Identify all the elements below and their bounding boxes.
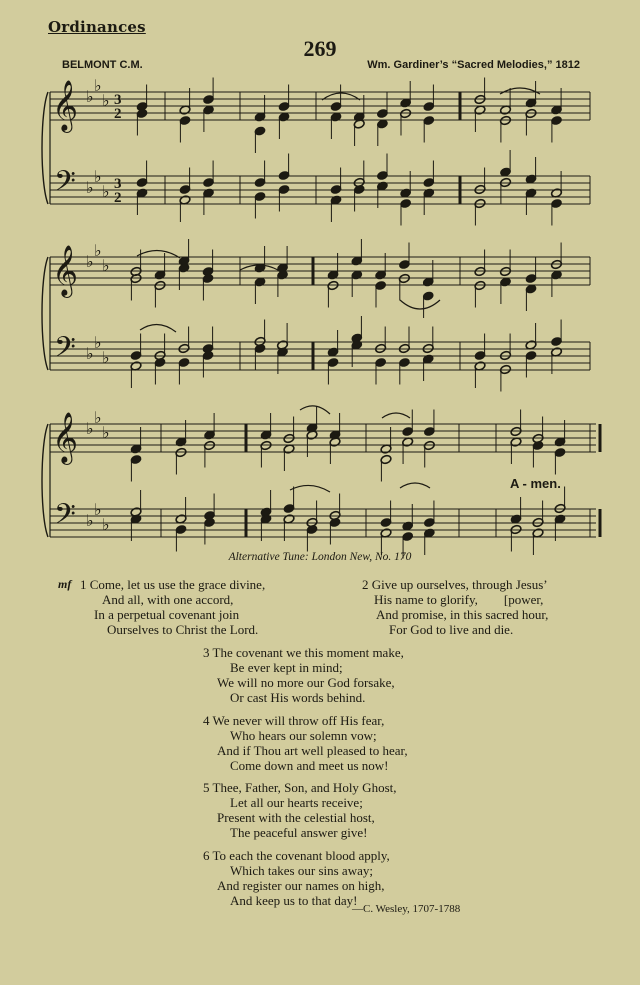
bass-clef-icon: 𝄢 <box>54 331 76 371</box>
flat-sign-icon: ♭ <box>102 348 110 367</box>
stanza-line: And promise, in this sacred hour, <box>376 607 549 622</box>
stanza-line: And register our names on high, <box>217 878 385 893</box>
stanza-line: For God to live and die. <box>389 622 514 637</box>
stanza-line: Ourselves to Christ the Lord. <box>107 622 259 637</box>
slur <box>400 483 430 488</box>
stanza-line: In a perpetual covenant join <box>94 607 240 622</box>
slur <box>300 406 330 414</box>
flat-sign-icon: ♭ <box>94 333 102 352</box>
flat-sign-icon: ♭ <box>94 167 102 186</box>
flat-sign-icon: ♭ <box>86 178 94 197</box>
stanza-4 <box>203 713 408 773</box>
stanza-line: 4 We never will throw off His fear, <box>203 713 385 728</box>
stanza-line: And all, with one accord, <box>102 592 234 607</box>
flat-sign-icon: ♭ <box>86 419 94 438</box>
slur <box>290 485 330 492</box>
flat-sign-icon: ♭ <box>102 91 110 110</box>
stanza-line: And if Thou art well pleased to hear, <box>217 743 408 758</box>
stanza-line: Who hears our solemn vow; <box>230 728 377 743</box>
flat-sign-icon: ♭ <box>102 256 110 275</box>
flat-sign-icon: ♭ <box>102 423 110 442</box>
amen-lyric: A - men. <box>510 476 561 491</box>
system-brace <box>42 424 48 537</box>
stanza-line: Be ever kept in mind; <box>230 660 343 675</box>
hymn-number: 269 <box>303 36 337 61</box>
stanza-line: We will no more our God forsake, <box>217 675 395 690</box>
stanza-line: And keep us to that day! <box>230 893 358 908</box>
flat-sign-icon: ♭ <box>86 252 94 271</box>
stanza-line: 5 Thee, Father, Son, and Holy Ghost, <box>203 780 397 795</box>
bass-clef-icon: 𝄢 <box>54 165 76 205</box>
stanza-line: Present with the celestial host, <box>217 810 375 825</box>
treble-clef-icon: 𝄞 <box>52 412 79 463</box>
stanza-line: The peaceful answer give! <box>230 825 368 840</box>
time-signature-digit: 2 <box>114 190 122 206</box>
flat-sign-icon: ♭ <box>86 344 94 363</box>
stanza-line: Which takes our sins away; <box>230 863 373 878</box>
system-brace <box>42 257 48 370</box>
stanza-1 <box>80 577 265 637</box>
slur <box>500 88 540 94</box>
flat-sign-icon: ♭ <box>94 500 102 519</box>
treble-clef-icon: 𝄞 <box>52 80 79 131</box>
section-heading: Ordinances <box>48 18 146 36</box>
author-attribution: —C. Wesley, 1707-1788 <box>352 903 461 915</box>
stanza-2 <box>362 577 548 637</box>
time-signature-digit: 3 <box>114 176 122 192</box>
stanza-line: 3 The covenant we this moment make, <box>203 645 404 660</box>
slur <box>140 324 176 332</box>
flat-sign-icon: ♭ <box>94 76 102 95</box>
stanza-5 <box>203 780 397 840</box>
tune-name: BELMONT C.M. <box>62 59 143 71</box>
flat-sign-icon: ♭ <box>94 241 102 260</box>
flat-sign-icon: ♭ <box>102 182 110 201</box>
flat-sign-icon: ♭ <box>86 87 94 106</box>
alternative-tune: Alternative Tune: London New, No. 170 <box>228 551 412 563</box>
time-signature-digit: 2 <box>114 106 122 122</box>
flat-sign-icon: ♭ <box>102 515 110 534</box>
stanza-line: 6 To each the covenant blood apply, <box>203 848 390 863</box>
system-brace <box>42 92 48 204</box>
bass-clef-icon: 𝄢 <box>54 498 76 538</box>
stanza-line: Or cast His words behind. <box>230 690 366 705</box>
stanza-line: Let all our hearts receive; <box>230 795 363 810</box>
slur <box>400 300 440 309</box>
time-signature-digit: 3 <box>114 92 122 108</box>
dynamic-marking: mf <box>58 577 72 591</box>
composer-credit: Wm. Gardiner’s “Sacred Melodies,” 1812 <box>367 59 580 71</box>
stanza-line: His name to glorify, [power, <box>374 592 544 607</box>
stanza-line: 2 Give up ourselves, through Jesus’ <box>362 577 548 592</box>
flat-sign-icon: ♭ <box>94 408 102 427</box>
stanza-3 <box>203 645 404 705</box>
flat-sign-icon: ♭ <box>86 511 94 530</box>
treble-clef-icon: 𝄞 <box>52 245 79 296</box>
stanza-line: Come down and meet us now! <box>230 758 389 773</box>
stanza-line: 1 Come, let us use the grace divine, <box>80 577 266 592</box>
slur <box>382 413 410 418</box>
stanza-6 <box>203 848 390 908</box>
